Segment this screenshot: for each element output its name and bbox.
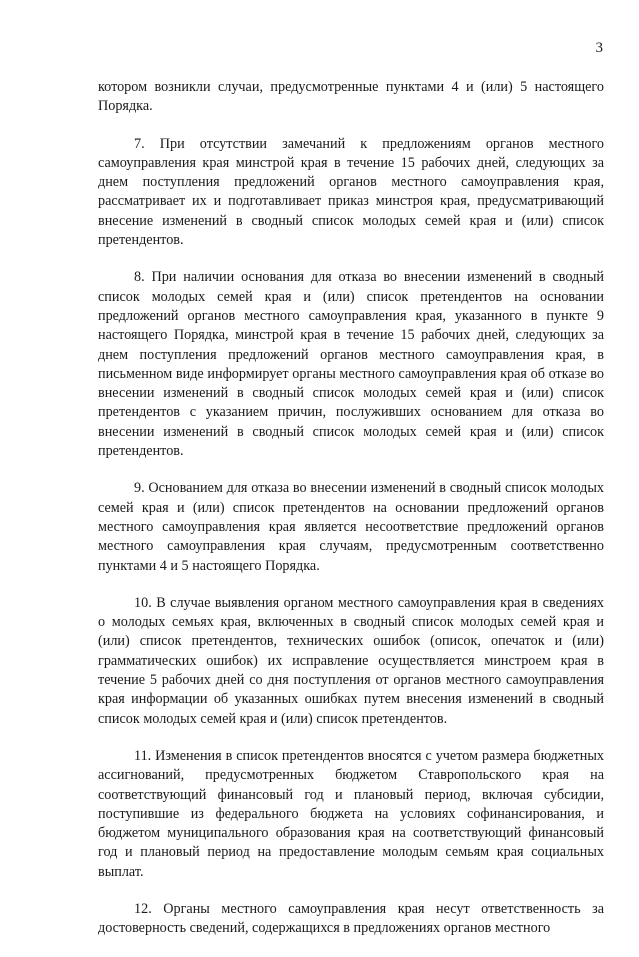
paragraph-8: 8. При наличии основания для отказа во внесении изменений в сводный список молодых семей края и (или) список претендентов на основании предложений органов местного самоуправления края, указанного в пункте 9 настоящего Порядка, минстрой края в течение 15 рабочих дней, следующих за днем поступления предложений органов местного самоуправления края, в письменном виде информирует органы местного самоуправления края об отказе во внесении изменений в сводный список молодых семей края и (или) список претендентов с указанием причин, послуживших основанием для отказа во внесении изменений в сводный список молодых семей края и (или) список претендентов. bbox=[98, 269, 604, 460]
paragraph-10: 10. В случае выявления органом местного самоуправления края в сведениях о молодых семьях края, включенных в сводный список молодых семей края и (или) список претендентов, технических ошибок (описок, опечаток и (или) грамматических ошибок) их исправление осуществляется минстроем края в течение 5 рабочих дней со дня поступления от органов местного самоуправления края информации об указанных ошибках путем внесения изменений в сводный список молодых семей края и (или) список претендентов. bbox=[98, 594, 604, 727]
document-body bbox=[98, 78, 604, 957]
paragraph-continuation: котором возникли случаи, предусмотренные пунктами 4 и (или) 5 настоящего Порядка. bbox=[98, 79, 604, 115]
paragraph-11: 11. Изменения в список претендентов вносятся с учетом размера бюджетных ассигнований, предусмотренных бюджетом Ставропольского края на соответствующий финансовый год и плановый период, включая субсидии, поступившие из федерального бюджета на условиях софинансирования, и бюджетом муниципального образования края на соответствующий финансовый год и плановый период на предоставление молодым семьям края социальных выплат. bbox=[98, 747, 604, 880]
paragraph-7: 7. При отсутствии замечаний к предложениям органов местного самоуправления края минстрой края в течение 15 рабочих дней, следующих за днем поступления предложений органов местного самоуправления края, рассматривает их и подготавливает приказ минстроя края, предусматривающий внесение изменений в сводный список молодых семей края и (или) список претендентов. bbox=[98, 135, 604, 249]
page-number: 3 bbox=[595, 40, 603, 56]
paragraph-9: 9. Основанием для отказа во внесении изменений в сводный список молодых семей края и (или) список претендентов на основании предложений органов местного самоуправления края является несоответствие предложений органов местного самоуправления края случаям, предусмотренным соответственно пунктами 4 и 5 настоящего Порядка. bbox=[98, 480, 604, 574]
paragraph-12: 12. Органы местного самоуправления края несут ответственность за достоверность сведений, содержащихся в предложениях органов местного bbox=[98, 900, 604, 937]
